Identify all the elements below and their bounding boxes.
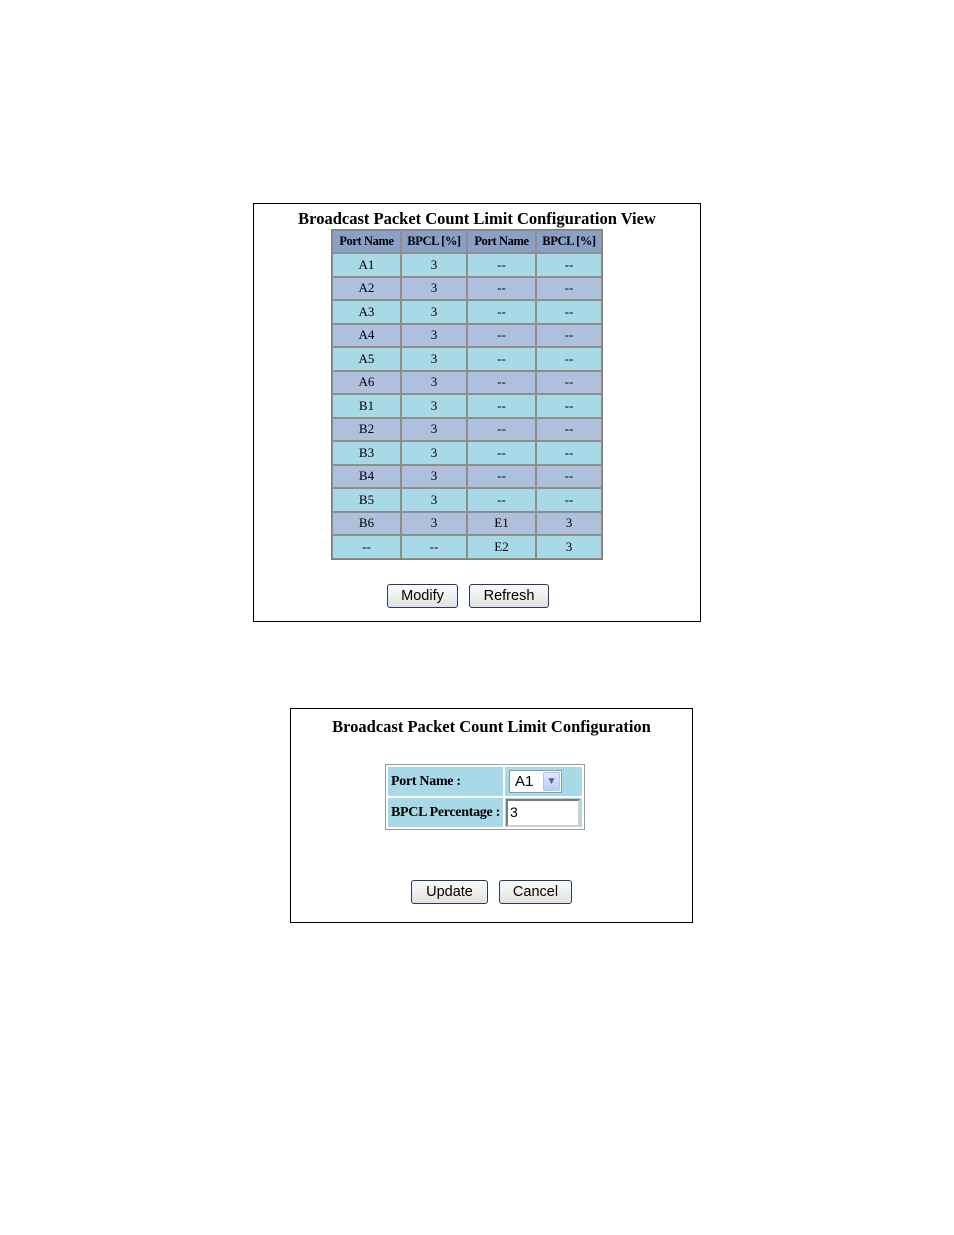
port-name-1-cell: B4 xyxy=(332,465,401,489)
port-name-selected-value: A1 xyxy=(514,773,534,790)
table-header-row xyxy=(332,230,602,253)
bpcl-config-panel xyxy=(290,708,693,923)
table-row xyxy=(332,418,602,442)
port-name-1-cell: B1 xyxy=(332,394,401,418)
bpcl-percentage-label: BPCL Percentage : xyxy=(388,798,503,827)
table-row xyxy=(332,488,602,512)
bpcl-2-cell: -- xyxy=(536,488,602,512)
port-name-1-cell: B2 xyxy=(332,418,401,442)
bpcl-2-cell: 3 xyxy=(536,512,602,536)
bpcl-percentage-cell xyxy=(505,798,582,827)
port-name-select[interactable] xyxy=(509,770,562,793)
port-name-2-cell: -- xyxy=(467,347,536,371)
bpcl-1-cell: 3 xyxy=(401,441,467,465)
table-row xyxy=(332,512,602,536)
bpcl-1-cell: 3 xyxy=(401,324,467,348)
port-name-2-cell: -- xyxy=(467,418,536,442)
header-bpcl-1: BPCL [%] xyxy=(401,230,467,253)
bpcl-percentage-row xyxy=(388,798,582,827)
refresh-button[interactable]: Refresh xyxy=(469,584,549,608)
port-name-1-cell: A3 xyxy=(332,300,401,324)
port-name-2-cell: -- xyxy=(467,300,536,324)
port-name-1-cell: B6 xyxy=(332,512,401,536)
bpcl-1-cell: 3 xyxy=(401,465,467,489)
config-panel-title: Broadcast Packet Count Limit Configuration xyxy=(332,717,651,736)
bpcl-1-cell: 3 xyxy=(401,277,467,301)
port-name-row xyxy=(388,767,582,796)
bpcl-2-cell: -- xyxy=(536,300,602,324)
port-name-cell xyxy=(505,767,582,796)
table-row xyxy=(332,535,602,559)
bpcl-percentage-input[interactable]: 3 xyxy=(506,799,580,827)
port-name-1-cell: A5 xyxy=(332,347,401,371)
table-row xyxy=(332,300,602,324)
port-name-2-cell: -- xyxy=(467,441,536,465)
bpcl-1-cell: 3 xyxy=(401,488,467,512)
table-row xyxy=(332,253,602,277)
modify-button[interactable]: Modify xyxy=(387,584,458,608)
port-name-1-cell: A1 xyxy=(332,253,401,277)
bpcl-2-cell: -- xyxy=(536,441,602,465)
port-name-2-cell: -- xyxy=(467,277,536,301)
bpcl-1-cell: 3 xyxy=(401,512,467,536)
bpcl-view-panel xyxy=(253,203,701,622)
chevron-down-icon[interactable]: ▼ xyxy=(543,772,560,791)
port-name-1-cell: B3 xyxy=(332,441,401,465)
bpcl-2-cell: -- xyxy=(536,324,602,348)
port-name-1-cell: A4 xyxy=(332,324,401,348)
bpcl-2-cell: -- xyxy=(536,394,602,418)
port-name-1-cell: B5 xyxy=(332,488,401,512)
bpcl-1-cell: 3 xyxy=(401,300,467,324)
table-row xyxy=(332,347,602,371)
bpcl-2-cell: -- xyxy=(536,418,602,442)
view-panel-title: Broadcast Packet Count Limit Configuration View xyxy=(298,209,656,228)
port-name-2-cell: -- xyxy=(467,371,536,395)
port-name-2-cell: E1 xyxy=(467,512,536,536)
bpcl-1-cell: 3 xyxy=(401,347,467,371)
table-row xyxy=(332,441,602,465)
table-row xyxy=(332,324,602,348)
bpcl-1-cell: 3 xyxy=(401,418,467,442)
bpcl-2-cell: 3 xyxy=(536,535,602,559)
cancel-button[interactable]: Cancel xyxy=(499,880,572,904)
bpcl-1-cell: 3 xyxy=(401,394,467,418)
header-port-name-2: Port Name xyxy=(467,230,536,253)
bpcl-table-body xyxy=(332,253,602,559)
table-row xyxy=(332,465,602,489)
bpcl-2-cell: -- xyxy=(536,465,602,489)
bpcl-1-cell: -- xyxy=(401,535,467,559)
bpcl-view-table xyxy=(331,229,603,560)
port-name-2-cell: -- xyxy=(467,488,536,512)
port-name-1-cell: A2 xyxy=(332,277,401,301)
table-row xyxy=(332,277,602,301)
port-name-1-cell: -- xyxy=(332,535,401,559)
table-row xyxy=(332,371,602,395)
bpcl-2-cell: -- xyxy=(536,253,602,277)
port-name-2-cell: -- xyxy=(467,324,536,348)
port-name-2-cell: -- xyxy=(467,394,536,418)
bpcl-2-cell: -- xyxy=(536,347,602,371)
bpcl-2-cell: -- xyxy=(536,371,602,395)
port-name-1-cell: A6 xyxy=(332,371,401,395)
bpcl-1-cell: 3 xyxy=(401,371,467,395)
port-name-2-cell: -- xyxy=(467,253,536,277)
header-port-name-1: Port Name xyxy=(332,230,401,253)
update-button[interactable]: Update xyxy=(411,880,488,904)
bpcl-1-cell: 3 xyxy=(401,253,467,277)
port-name-label: Port Name : xyxy=(388,767,503,796)
port-name-2-cell: -- xyxy=(467,465,536,489)
bpcl-2-cell: -- xyxy=(536,277,602,301)
table-row xyxy=(332,394,602,418)
header-bpcl-2: BPCL [%] xyxy=(536,230,602,253)
bpcl-config-form xyxy=(385,764,585,830)
port-name-2-cell: E2 xyxy=(467,535,536,559)
